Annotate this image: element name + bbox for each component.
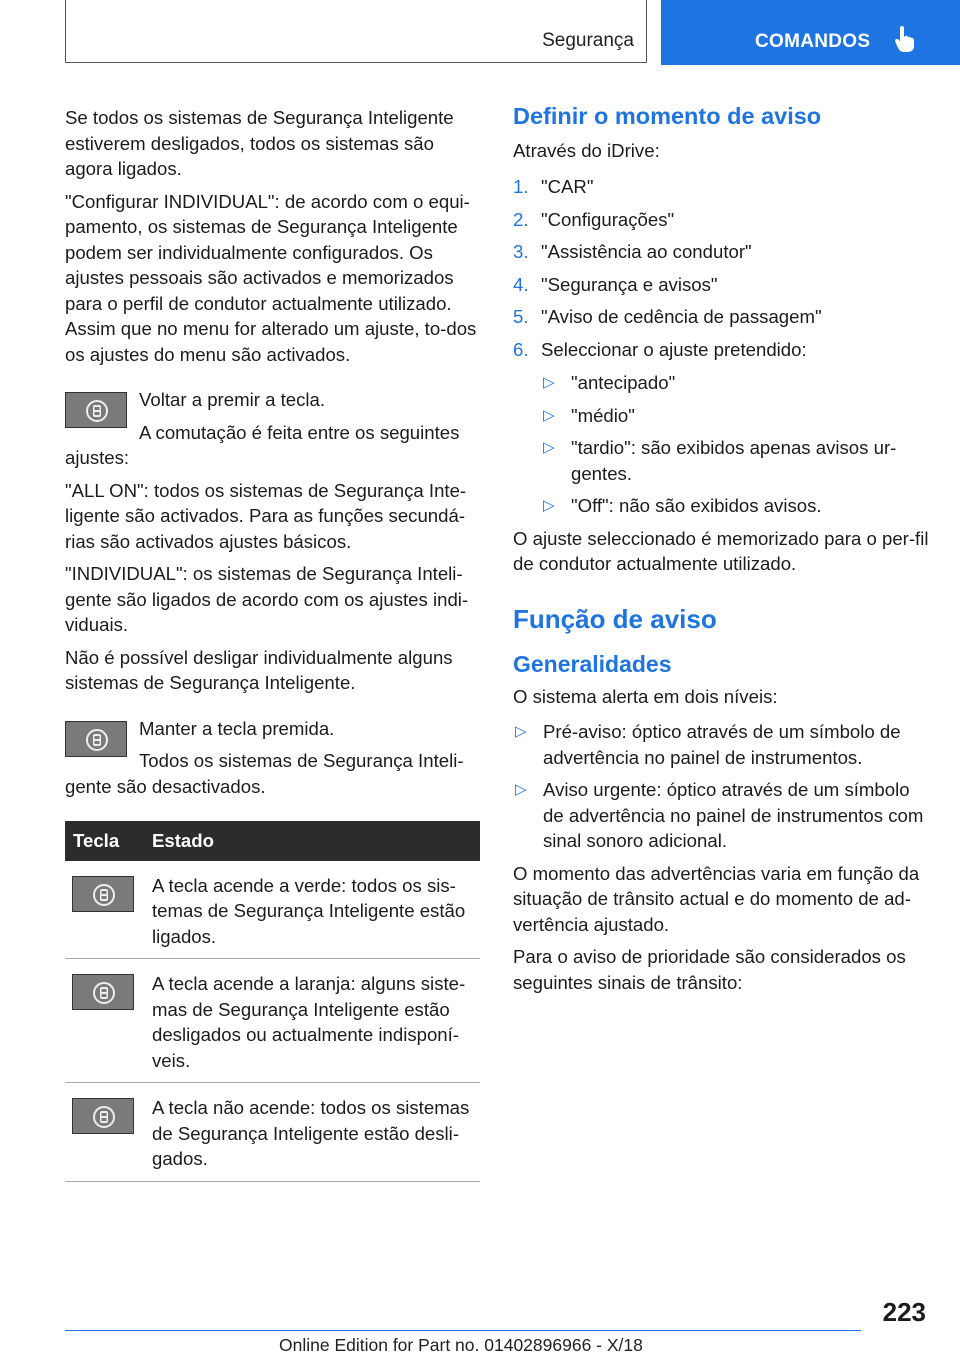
table-header: Estado xyxy=(144,821,480,861)
list-item xyxy=(513,304,930,330)
paragraph: Através do iDrive: xyxy=(513,139,660,161)
paragraph: O ajuste seleccionado é memorizado para o per-fil de condutor actualmente utilizado. xyxy=(513,527,929,574)
paragraph: Voltar a premir a tecla. xyxy=(139,389,326,410)
step-text: "Segurança e avisos" xyxy=(541,273,718,295)
triangle-bullet-icon: ▷ xyxy=(515,781,527,798)
step-text: Seleccionar o ajuste pretendido: xyxy=(541,338,807,360)
option-text: "tardio": são exibidos apenas avisos ur-gentes. xyxy=(571,437,897,484)
hand-pointer-icon xyxy=(895,26,915,57)
table-header: Tecla xyxy=(65,821,144,861)
chapter-tab[interactable] xyxy=(661,0,960,65)
list-item xyxy=(513,239,930,265)
safety-key-button xyxy=(65,721,127,757)
paragraph: "INDIVIDUAL": os sistemas de Segurança Inteli-gente são ligados de acordo com os ajustes indi-viduais. xyxy=(65,563,469,635)
table-cell-status: A tecla não acende: todos os sistemas de Segurança Inteligente estão desli-gados. xyxy=(144,1083,480,1182)
table-cell-status: A tecla acende a verde: todos os sis-temas de Segurança Inteligente estão ligados. xyxy=(144,861,480,959)
safety-key-button xyxy=(72,974,134,1010)
table-cell-key xyxy=(65,959,144,1083)
option-text: "médio" xyxy=(571,404,635,426)
triangle-bullet-icon: ▷ xyxy=(543,374,555,391)
footer-edition: Online Edition for Part no. 01402896966 - X/18 xyxy=(279,1335,643,1355)
triangle-bullet-icon: ▷ xyxy=(515,723,527,740)
key-instruction-2 xyxy=(65,716,481,800)
step-number: 5. xyxy=(513,306,529,327)
status-table xyxy=(65,821,480,1182)
triangle-bullet-icon: ▷ xyxy=(543,497,555,514)
paragraph: "Configurar INDIVIDUAL": de acordo com o equi-pamento, os sistemas de Segurança Inteligente podem ser individualmente configurados. Os ajustes pessoais são activados e memorizados para o perfil de condutor actualmente utilizado. Assim que no menu for alterado um ajuste, to-dos os ajustes do menu são activados. xyxy=(65,190,477,365)
table-cell-key xyxy=(65,1083,144,1182)
step-number: 6. xyxy=(513,338,529,360)
step-number: 4. xyxy=(513,273,529,295)
section-heading: Definir o momento de aviso xyxy=(513,103,822,129)
chapter-tab-label: COMANDOS xyxy=(755,31,871,52)
steps-list xyxy=(513,174,930,519)
safety-key-button xyxy=(72,876,134,912)
options-list xyxy=(541,370,930,519)
intelligent-safety-icon xyxy=(84,726,110,754)
footer-divider xyxy=(65,1330,861,1331)
option-text: "Off": não são exibidos avisos. xyxy=(571,495,822,516)
safety-key-button xyxy=(72,1098,134,1134)
intelligent-safety-icon xyxy=(91,881,117,909)
paragraph: Todos os sistemas de Segurança Inteli-gente são desactivados. xyxy=(65,750,464,797)
intelligent-safety-icon xyxy=(84,397,110,425)
list-item xyxy=(513,337,930,519)
step-text: "Assistência ao condutor" xyxy=(541,241,752,262)
right-column xyxy=(513,104,930,1002)
chapter-heading: Função de aviso xyxy=(513,603,717,634)
step-number: 1. xyxy=(513,176,529,197)
paragraph: O momento das advertências varia em função da situação de trânsito actual e do momento de ad-vertência ajustado. xyxy=(513,862,920,935)
option-text: "antecipado" xyxy=(571,372,676,393)
table-row xyxy=(65,959,480,1083)
subsection-heading: Generalidades xyxy=(513,651,672,677)
table-cell-status: A tecla acende a laranja: alguns siste-mas de Segurança Inteligente estão desligados ou actualmente indisponí-veis. xyxy=(144,959,480,1083)
paragraph: Manter a tecla premida. xyxy=(139,717,335,739)
key-instruction-1 xyxy=(65,387,481,471)
list-item xyxy=(513,174,930,200)
triangle-bullet-icon: ▷ xyxy=(543,439,555,456)
step-number: 2. xyxy=(513,208,529,230)
list-item xyxy=(541,403,930,429)
list-item xyxy=(541,435,930,486)
safety-key-button xyxy=(65,392,127,428)
table-cell-key xyxy=(65,861,144,959)
levels-list xyxy=(513,719,930,854)
page-number: 223 xyxy=(882,1297,926,1327)
paragraph: O sistema alerta em dois níveis: xyxy=(513,685,778,707)
table-row xyxy=(65,861,480,959)
step-number: 3. xyxy=(513,241,529,262)
list-item xyxy=(541,493,930,519)
table-row xyxy=(65,1083,480,1182)
left-column xyxy=(65,105,481,1182)
step-text: "CAR" xyxy=(541,176,594,197)
list-item xyxy=(513,777,930,854)
header-section-box xyxy=(65,0,647,63)
level-text: Aviso urgente: óptico através de um símbolo de advertência no painel de instrumentos com sinal sonoro adicional. xyxy=(543,779,924,851)
paragraph: Não é possível desligar individualmente alguns sistemas de Segurança Inteligente. xyxy=(65,646,453,693)
list-item xyxy=(513,272,930,298)
level-text: Pré-aviso: óptico através de um símbolo de advertência no painel de instrumentos. xyxy=(543,721,901,768)
triangle-bullet-icon: ▷ xyxy=(543,406,555,424)
intelligent-safety-icon xyxy=(91,1103,117,1131)
step-text: "Configurações" xyxy=(541,208,675,230)
paragraph: Se todos os sistemas de Segurança Inteligente estiverem desligados, todos os sistemas são agora ligados. xyxy=(65,107,454,179)
list-item xyxy=(513,719,930,770)
step-text: "Aviso de cedência de passagem" xyxy=(541,306,822,327)
section-title: Segurança xyxy=(542,30,634,51)
table-header-row xyxy=(65,821,480,861)
paragraph: "ALL ON": todos os sistemas de Segurança Inte-ligente são activados. Para as funções secundá-rias são activados ajustes básicos. xyxy=(65,479,467,552)
list-item xyxy=(541,370,930,396)
list-item xyxy=(513,207,930,233)
paragraph: A comutação é feita entre os seguintes ajustes: xyxy=(65,421,460,468)
paragraph: Para o aviso de prioridade são considerados os seguintes sinais de trânsito: xyxy=(513,946,906,993)
intelligent-safety-icon xyxy=(91,979,117,1007)
